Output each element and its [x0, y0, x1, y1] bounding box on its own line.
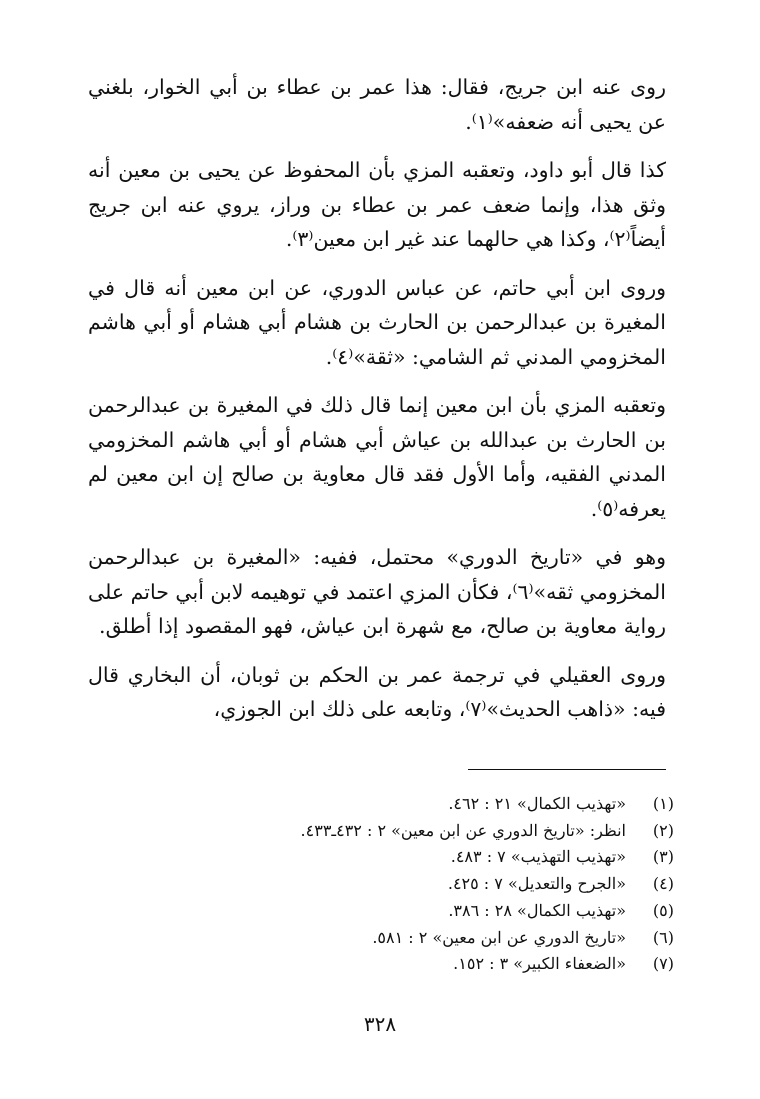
footnote-number: (٤) — [652, 874, 674, 894]
paragraph: وتعقبه المزي بأن ابن معين إنما قال ذلك في المغيرة بن عبدالرحمن بن الحارث بن عبدالله بن عياش أبي هشام أو أبي هاشم المخزومي المدني الفقيه، وأما الأول فقد قال معاوية بن صالح إن ابن معين لم يعرفه⁽٥⁾. — [88, 393, 666, 521]
footnote-item — [114, 844, 674, 871]
paragraph: وهو في «تاريخ الدوري» محتمل، ففيه: «المغيرة بن عبدالرحمن المخزومي ثقه»⁽٦⁾، فكأن المزي اعتمد في توهيمه لابن أبي حاتم على رواية معاوية بن صالح، مع شهرة ابن عياش، فهو المقصود إذا أطلق. — [88, 545, 666, 638]
footnote-number: (٧) — [652, 954, 674, 974]
main-text — [88, 70, 666, 741]
footnote-item — [114, 871, 674, 898]
footnote-number: (٢) — [652, 820, 674, 840]
footnote-item — [114, 818, 674, 845]
footnote-text: «الضعفاء الكبير» ٣ : ١٥٢. — [453, 954, 626, 974]
paragraph: كذا قال أبو داود، وتعقبه المزي بأن المحفوظ عن يحيى بن معين أنه وثق هذا، وإنما ضعف عمر بن عطاء بن وراز، يروي عنه ابن جريج أيضاً⁽٢⁾، وكذا هي حالهما عند غير ابن معين⁽٣⁾. — [88, 158, 666, 251]
footnote-text: «الجرح والتعديل» ٧ : ٤٢٥. — [447, 874, 626, 894]
paragraph: وروى ابن أبي حاتم، عن عباس الدوري، عن ابن معين أنه قال في المغيرة بن عبدالرحمن بن الحارث بن هشام أبي هشام أو أبي هاشم المخزومي المدني ثم الشامي: «ثقة»⁽٤⁾. — [88, 275, 666, 369]
footnote-item — [114, 791, 674, 818]
footnote-number: (٣) — [652, 847, 674, 867]
footnotes — [114, 791, 674, 978]
footnote-number: (١) — [652, 794, 674, 813]
footnote-separator — [468, 769, 666, 770]
footnote-item — [114, 925, 674, 952]
paragraph: وروى العقيلي في ترجمة عمر بن الحكم بن ثوبان، أن البخاري قال فيه: «ذاهب الحديث»⁽٧⁾، وتابعه على ذلك ابن الجوزي، — [88, 662, 666, 721]
footnote-text: «تهذيب الكمال» ٢٨ : ٣٨٦. — [448, 900, 626, 920]
footnote-item — [114, 898, 674, 925]
footnote-text: انظر: «تاريخ الدوري عن ابن معين» ٢ : ٤٣٢ـ٤٣٣. — [300, 820, 626, 840]
footnote-text: «تاريخ الدوري عن ابن معين» ٢ : ٥٨١. — [372, 927, 626, 947]
footnote-number: (٦) — [652, 927, 674, 947]
paragraph: روى عنه ابن جريج، فقال: هذا عمر بن عطاء بن أبي الخوار، بلغني عن يحيى أنه ضعفه»⁽١⁾. — [88, 75, 666, 134]
footnote-text: «تهذيب الكمال» ٢١ : ٤٦٢. — [448, 794, 626, 813]
page-number: ٣٢٨ — [363, 1012, 397, 1036]
footnote-text: «تهذيب التهذيب» ٧ : ٤٨٣. — [450, 847, 626, 867]
footnote-number: (٥) — [652, 900, 674, 920]
footnote-item — [114, 951, 674, 978]
